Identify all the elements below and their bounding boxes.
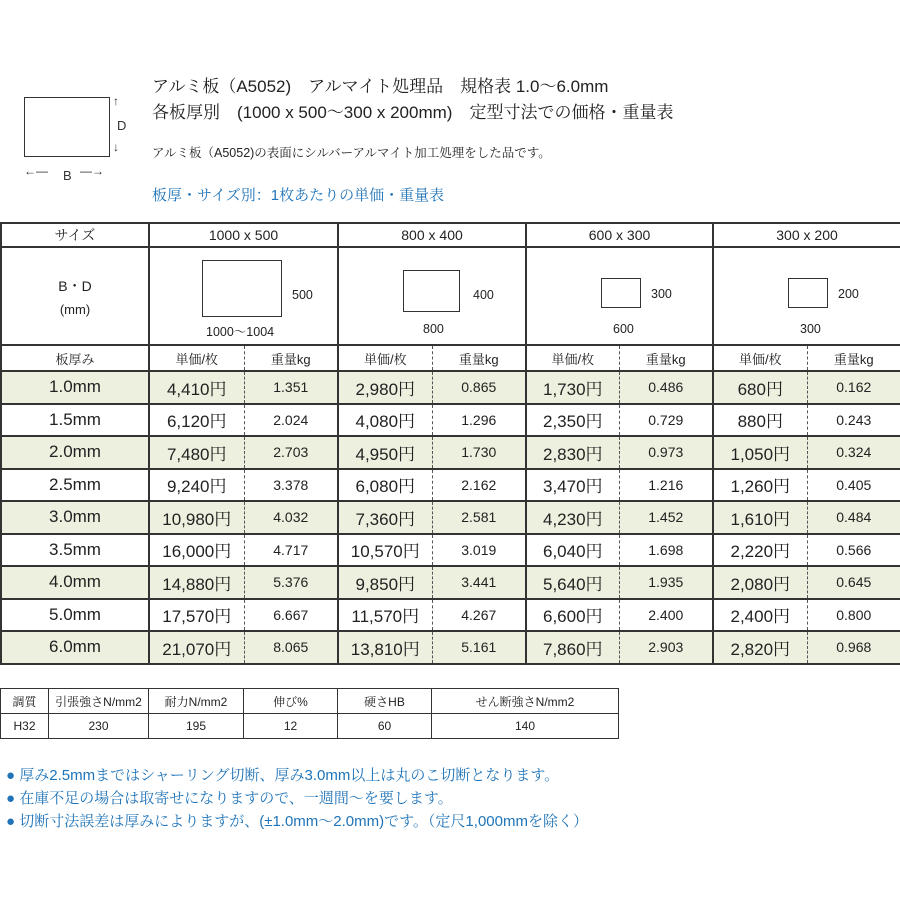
weight-cell: 5.376 bbox=[244, 566, 338, 599]
thickness-cell: 6.0mm bbox=[1, 631, 149, 664]
weight-cell: 3.378 bbox=[244, 469, 338, 502]
table-row bbox=[1, 501, 900, 534]
table-row bbox=[1, 469, 900, 502]
spec-header: 調質 bbox=[1, 689, 49, 714]
table-row bbox=[1, 371, 900, 404]
weight-header: 重量kg bbox=[807, 345, 900, 371]
spec-value: 195 bbox=[149, 714, 244, 739]
price-cell: 2,820円 bbox=[713, 631, 807, 664]
table-row bbox=[1, 566, 900, 599]
weight-cell: 0.324 bbox=[807, 436, 900, 469]
d-value: 200 bbox=[838, 287, 859, 301]
size-header: 600 x 300 bbox=[526, 223, 713, 247]
weight-cell: 8.065 bbox=[244, 631, 338, 664]
size-header: 800 x 400 bbox=[338, 223, 526, 247]
thickness-cell: 1.0mm bbox=[1, 371, 149, 404]
price-cell: 2,350円 bbox=[526, 404, 619, 437]
weight-header: 重量kg bbox=[619, 345, 713, 371]
price-cell: 7,360円 bbox=[338, 501, 432, 534]
price-cell: 13,810円 bbox=[338, 631, 432, 664]
weight-cell: 2.400 bbox=[619, 599, 713, 632]
spec-value: 140 bbox=[432, 714, 619, 739]
price-cell: 2,220円 bbox=[713, 534, 807, 567]
weight-cell: 3.019 bbox=[432, 534, 526, 567]
weight-cell: 4.267 bbox=[432, 599, 526, 632]
table-row bbox=[1, 631, 900, 664]
weight-cell: 1.698 bbox=[619, 534, 713, 567]
thickness-cell: 3.5mm bbox=[1, 534, 149, 567]
mm-label: (mm) bbox=[59, 301, 91, 317]
note-stock: ● 在庫不足の場合は取寄せになりますので、一週間〜を要します。 bbox=[6, 790, 453, 807]
d-value: 300 bbox=[651, 287, 672, 301]
d-label: D bbox=[117, 118, 127, 133]
arrow-up-icon: ↑ bbox=[113, 94, 119, 108]
table-row bbox=[1, 534, 900, 567]
table-row bbox=[1, 404, 900, 437]
thickness-cell: 2.5mm bbox=[1, 469, 149, 502]
b-value: 300 bbox=[800, 322, 821, 336]
price-cell: 6,080円 bbox=[338, 469, 432, 502]
size-diagram-rect bbox=[601, 278, 641, 308]
price-cell: 9,240円 bbox=[149, 469, 244, 502]
price-cell: 10,570円 bbox=[338, 534, 432, 567]
weight-cell: 0.729 bbox=[619, 404, 713, 437]
price-cell: 2,080円 bbox=[713, 566, 807, 599]
size-diagram-cell bbox=[713, 247, 900, 345]
price-cell: 6,040円 bbox=[526, 534, 619, 567]
price-cell: 680円 bbox=[713, 371, 807, 404]
weight-cell: 0.800 bbox=[807, 599, 900, 632]
price-cell: 880円 bbox=[713, 404, 807, 437]
dimension-diagram bbox=[24, 97, 110, 157]
table-row bbox=[1, 599, 900, 632]
size-diagram-cell bbox=[526, 247, 713, 345]
bd-label: B・D bbox=[58, 277, 92, 294]
price-cell: 1,050円 bbox=[713, 436, 807, 469]
weight-cell: 0.566 bbox=[807, 534, 900, 567]
price-cell: 21,070円 bbox=[149, 631, 244, 664]
thickness-cell: 2.0mm bbox=[1, 436, 149, 469]
weight-cell: 2.162 bbox=[432, 469, 526, 502]
arrow-left-icon: ←— bbox=[24, 164, 48, 178]
weight-cell: 1.452 bbox=[619, 501, 713, 534]
weight-cell: 0.968 bbox=[807, 631, 900, 664]
price-cell: 4,950円 bbox=[338, 436, 432, 469]
size-diagram-rect bbox=[403, 270, 460, 312]
weight-cell: 1.935 bbox=[619, 566, 713, 599]
price-cell: 7,480円 bbox=[149, 436, 244, 469]
price-cell: 1,610円 bbox=[713, 501, 807, 534]
price-header: 単価/枚 bbox=[338, 345, 432, 371]
weight-cell: 0.865 bbox=[432, 371, 526, 404]
price-cell: 14,880円 bbox=[149, 566, 244, 599]
price-header: 単価/枚 bbox=[149, 345, 244, 371]
thickness-label: 板厚み bbox=[1, 345, 149, 371]
size-diagram-cell bbox=[338, 247, 526, 345]
price-cell: 9,850円 bbox=[338, 566, 432, 599]
weight-cell: 1.351 bbox=[244, 371, 338, 404]
weight-cell: 0.484 bbox=[807, 501, 900, 534]
weight-cell: 3.441 bbox=[432, 566, 526, 599]
price-cell: 4,410円 bbox=[149, 371, 244, 404]
price-header: 単価/枚 bbox=[526, 345, 619, 371]
note-cutting: ● 厚み2.5mmまではシャーリング切断、厚み3.0mm以上は丸のこ切断となります。 bbox=[6, 767, 560, 784]
title-line-2: 各板厚別 (1000 x 500〜300 x 200mm) 定型寸法での価格・重量表 bbox=[152, 103, 674, 122]
weight-cell: 2.581 bbox=[432, 501, 526, 534]
price-cell: 2,830円 bbox=[526, 436, 619, 469]
weight-cell: 4.717 bbox=[244, 534, 338, 567]
b-value: 800 bbox=[423, 322, 444, 336]
price-weight-table bbox=[0, 222, 900, 665]
spec-value: 60 bbox=[338, 714, 432, 739]
price-cell: 4,230円 bbox=[526, 501, 619, 534]
weight-header: 重量kg bbox=[432, 345, 526, 371]
description: アルミ板（A5052)の表面にシルバーアルマイト加工処理をした品です。 bbox=[152, 146, 551, 160]
spec-header: 耐力N/mm2 bbox=[149, 689, 244, 714]
weight-cell: 5.161 bbox=[432, 631, 526, 664]
spec-value: H32 bbox=[1, 714, 49, 739]
price-cell: 17,570円 bbox=[149, 599, 244, 632]
weight-cell: 2.703 bbox=[244, 436, 338, 469]
price-cell: 10,980円 bbox=[149, 501, 244, 534]
size-label: サイズ bbox=[1, 223, 149, 247]
price-cell: 7,860円 bbox=[526, 631, 619, 664]
title-line-1: アルミ板（A5052) アルマイト処理品 規格表 1.0〜6.0mm bbox=[152, 77, 609, 96]
spec-header: 伸び% bbox=[244, 689, 338, 714]
b-label: B bbox=[63, 168, 72, 183]
weight-cell: 4.032 bbox=[244, 501, 338, 534]
size-header: 300 x 200 bbox=[713, 223, 900, 247]
weight-cell: 0.405 bbox=[807, 469, 900, 502]
d-value: 500 bbox=[292, 288, 313, 302]
price-cell: 5,640円 bbox=[526, 566, 619, 599]
price-cell: 4,080円 bbox=[338, 404, 432, 437]
spec-header: 引張強さN/mm2 bbox=[49, 689, 149, 714]
spec-value: 12 bbox=[244, 714, 338, 739]
size-header: 1000 x 500 bbox=[149, 223, 338, 247]
price-cell: 16,000円 bbox=[149, 534, 244, 567]
weight-cell: 1.216 bbox=[619, 469, 713, 502]
size-diagram-rect bbox=[788, 278, 828, 308]
weight-cell: 0.973 bbox=[619, 436, 713, 469]
price-cell: 11,570円 bbox=[338, 599, 432, 632]
weight-cell: 0.162 bbox=[807, 371, 900, 404]
spec-value: 230 bbox=[49, 714, 149, 739]
spec-header: 硬さHB bbox=[338, 689, 432, 714]
weight-cell: 0.645 bbox=[807, 566, 900, 599]
spec-header: せん断強さN/mm2 bbox=[432, 689, 619, 714]
note-tolerance: ● 切断寸法誤差は厚みによりますが、(±1.0mm〜2.0mm)です。（定尺1,000mmを除く） bbox=[6, 813, 588, 830]
arrow-down-icon: ↓ bbox=[113, 140, 119, 154]
spec-table bbox=[0, 688, 619, 739]
price-cell: 6,120円 bbox=[149, 404, 244, 437]
weight-cell: 1.296 bbox=[432, 404, 526, 437]
weight-cell: 0.243 bbox=[807, 404, 900, 437]
price-header: 単価/枚 bbox=[713, 345, 807, 371]
table-row bbox=[1, 436, 900, 469]
weight-cell: 6.667 bbox=[244, 599, 338, 632]
table-subtitle: 板厚・サイズ別：1枚あたりの単価・重量表 bbox=[152, 187, 445, 204]
b-value: 1000〜1004 bbox=[206, 325, 275, 339]
d-value: 400 bbox=[473, 288, 494, 302]
price-cell: 1,260円 bbox=[713, 469, 807, 502]
weight-header: 重量kg bbox=[244, 345, 338, 371]
thickness-cell: 4.0mm bbox=[1, 566, 149, 599]
thickness-cell: 5.0mm bbox=[1, 599, 149, 632]
price-cell: 1,730円 bbox=[526, 371, 619, 404]
size-diagram-rect bbox=[202, 260, 282, 317]
weight-cell: 2.024 bbox=[244, 404, 338, 437]
price-cell: 6,600円 bbox=[526, 599, 619, 632]
price-cell: 2,400円 bbox=[713, 599, 807, 632]
arrow-right-icon: —→ bbox=[80, 164, 104, 178]
weight-cell: 2.903 bbox=[619, 631, 713, 664]
thickness-cell: 3.0mm bbox=[1, 501, 149, 534]
price-cell: 2,980円 bbox=[338, 371, 432, 404]
weight-cell: 0.486 bbox=[619, 371, 713, 404]
price-cell: 3,470円 bbox=[526, 469, 619, 502]
thickness-cell: 1.5mm bbox=[1, 404, 149, 437]
b-value: 600 bbox=[613, 322, 634, 336]
bd-label-cell bbox=[1, 247, 149, 345]
weight-cell: 1.730 bbox=[432, 436, 526, 469]
size-diagram-cell bbox=[149, 247, 338, 345]
